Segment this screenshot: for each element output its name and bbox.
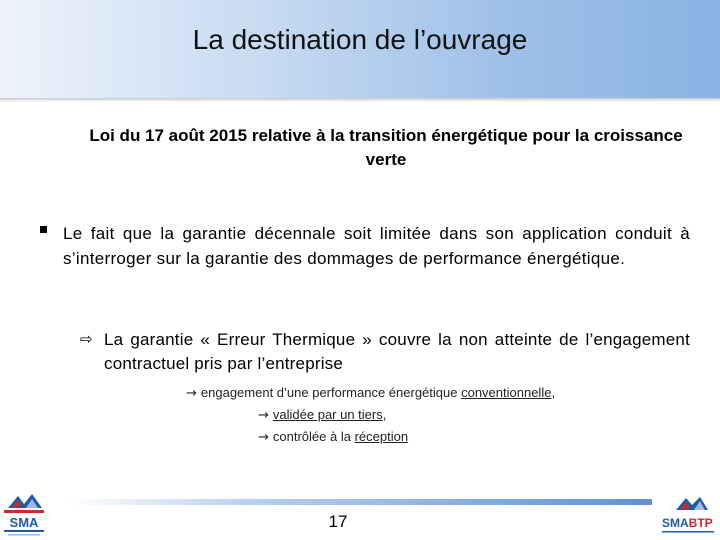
svg-text:SMA: SMA — [9, 515, 39, 530]
arrow-line-controlee: → contrôlée à la réception — [258, 429, 409, 445]
right-arrow-icon: → — [258, 408, 269, 423]
footer-line — [68, 499, 652, 505]
slide-subtitle: Loi du 17 août 2015 relative à la transition énergétique pour la croissance verte — [89, 126, 683, 169]
smabtp-logo — [660, 496, 716, 536]
right-arrow-icon: → — [186, 386, 197, 401]
bullet-text: Le fait que la garantie décennale soit limitée dans son application conduit à s’interroger sur la garantie des dommages de performance énergétique. — [63, 224, 690, 268]
arrow-line-validee: → validée par un tiers, — [258, 407, 387, 423]
svg-text:SMABTP: SMABTP — [662, 516, 713, 530]
slide-title: La destination de l’ouvrage — [192, 24, 528, 55]
right-arrow-icon: → — [258, 430, 269, 445]
sub-bullet-text: La garantie « Erreur Thermique » couvre la non atteinte de l’engagement contractuel pris par l’entreprise — [104, 330, 690, 373]
title-divider — [0, 98, 720, 102]
outline-arrow-icon: ⇨ — [80, 330, 93, 348]
sma-logo — [2, 492, 48, 538]
square-bullet-icon — [40, 226, 47, 233]
bullet-item — [40, 221, 690, 271]
page-number: 17 — [328, 512, 348, 531]
arrow-line-engagement: → engagement d’une performance énergétique conventionnelle, — [186, 385, 556, 401]
sub-bullet-item — [80, 328, 690, 376]
